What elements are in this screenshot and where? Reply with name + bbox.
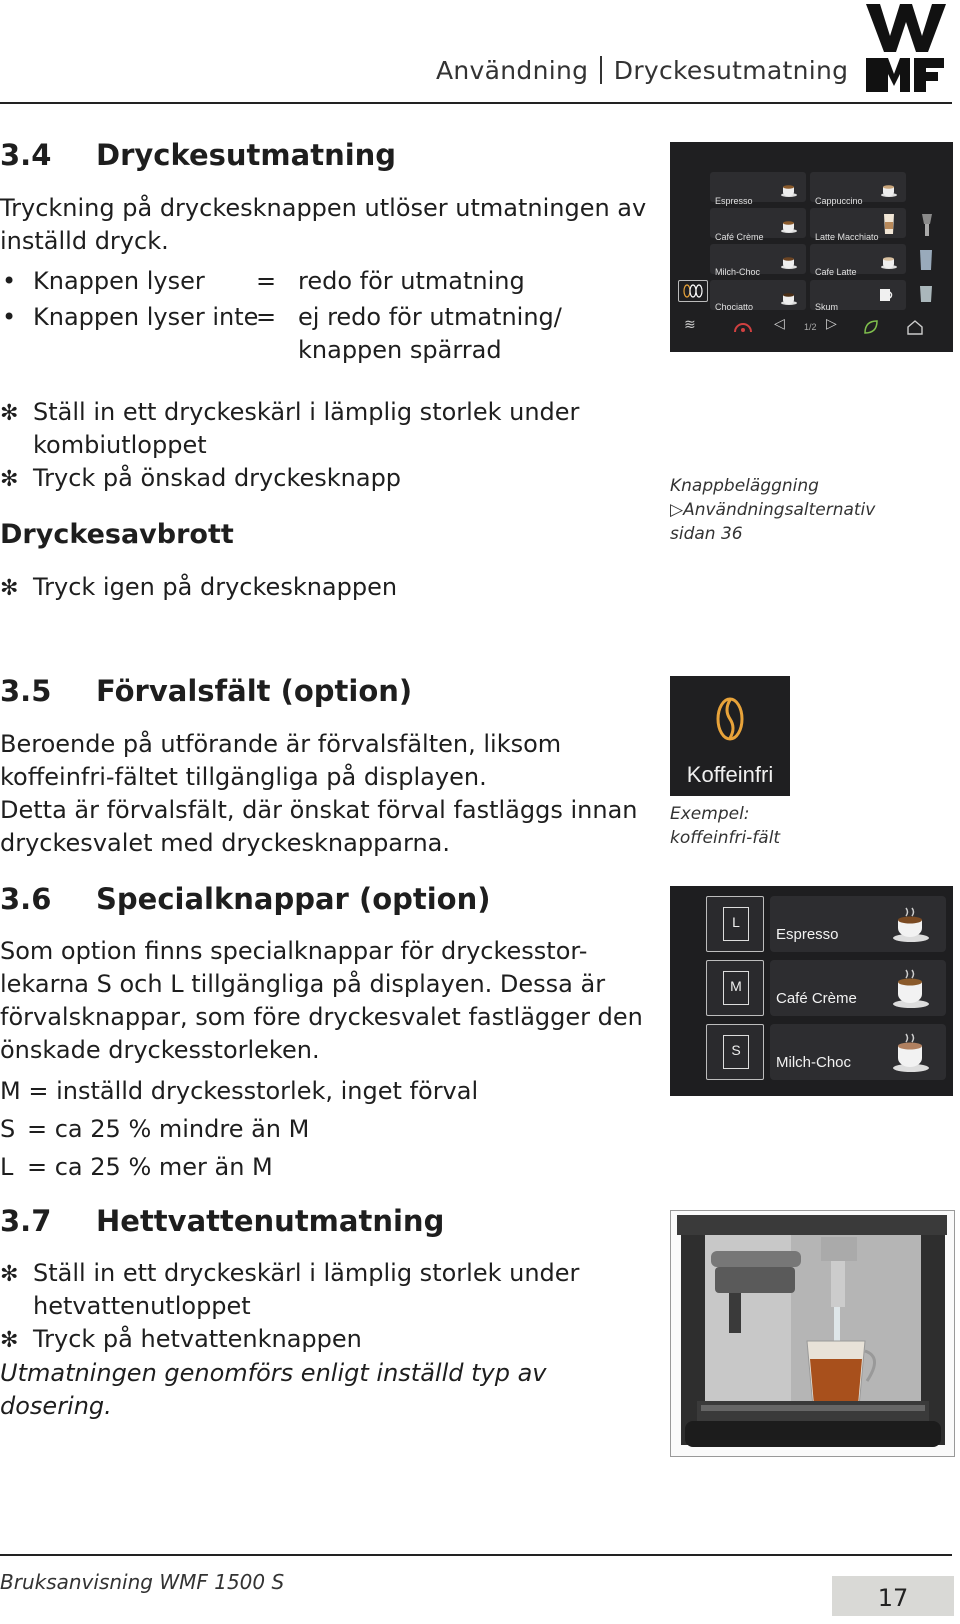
section-number: 3.6 (0, 882, 52, 916)
size-l-button[interactable] (706, 896, 764, 952)
bullet-1-value: redo för utmatning (298, 267, 525, 295)
beans-button[interactable] (678, 280, 708, 302)
header-section: Användning (436, 56, 589, 85)
caption-page-ref: sidan 36 (670, 524, 743, 544)
section-3-4-heading (0, 138, 396, 172)
footer-rule (0, 1554, 952, 1556)
footer-title: Bruksanvisning WMF 1500 S (0, 1570, 285, 1594)
cup-icon (890, 904, 932, 944)
size-m-button[interactable] (706, 960, 764, 1016)
step-1-cont: kombiutloppet (33, 431, 207, 459)
glass-icon (918, 284, 936, 304)
cup-icon (880, 252, 898, 270)
bullet-dot: • (2, 303, 17, 331)
step-star-icon: ✻ (0, 467, 19, 492)
cup-icon (890, 966, 932, 1010)
step-2: ✻ Tryck på önskad dryckesknapp (0, 461, 401, 497)
decaf-preselect-field[interactable] (670, 676, 790, 796)
beverage-label: Skum (815, 302, 839, 312)
section-title: Hettvattenutmatning (96, 1204, 445, 1238)
section-3-5-line-1: Beroende på utförande är förvalsfälten, liksom (0, 730, 562, 758)
step-3: ✻ Tryck igen på dryckesknappen (0, 570, 397, 606)
step-star-icon: ✻ (0, 1262, 19, 1287)
page-indicator: 1/2 (804, 322, 817, 332)
steam-wand-icon (918, 212, 936, 238)
drink-label: Espresso (776, 926, 839, 943)
intro-line-2: inställd dryck. (0, 227, 169, 255)
section-title: Specialknappar (option) (96, 882, 491, 916)
intro-line-1: Tryckning på dryckesknappen utlöser utmatningen av (0, 194, 647, 222)
section-3-6-line-4: önskade dryckesstorleken. (0, 1036, 320, 1064)
bullet-2-value-2: knappen spärrad (298, 336, 502, 364)
header-separator (600, 56, 602, 84)
cup-icon (780, 216, 798, 234)
eco-leaf-icon[interactable] (862, 318, 880, 336)
section-3-6-line-2: lekarna S och L tillgängliga på displayen. Dessa är (0, 970, 606, 998)
bullet-2-value-1: ej redo för utmatning/ (298, 303, 562, 331)
section-number: 3.4 (0, 138, 52, 172)
hot-water-dispensing-illustration (671, 1211, 954, 1456)
size-s-key: S (0, 1115, 16, 1143)
cup-icon (880, 180, 898, 198)
bullet-1-equals: = (256, 267, 277, 295)
beverage-label: Cafe Latte (815, 267, 857, 277)
step-star-icon: ✻ (0, 1328, 19, 1353)
cup-icon (780, 288, 798, 306)
bullet-2-label: Knappen lyser inte (33, 303, 259, 331)
previous-page-icon[interactable]: ◁ (774, 316, 785, 332)
section-3-7-heading (0, 1204, 444, 1238)
cup-icon (780, 252, 798, 270)
size-l-definition: = ca 25 % mer än M (27, 1153, 273, 1181)
bullet-1-label: Knappen lyser (33, 267, 205, 295)
step-star-icon: ✻ (0, 576, 19, 601)
arrow-right-icon: ▷ (670, 500, 684, 520)
display-panel-sizes (670, 886, 953, 1096)
size-l-label: L (723, 907, 749, 941)
cup-icon (890, 1030, 932, 1074)
drink-button-espresso[interactable] (770, 896, 946, 952)
hot-water-step-1-cont: hetvattenutloppet (33, 1292, 251, 1320)
beverage-label: Espresso (715, 196, 753, 206)
section-3-5-line-4: dryckesvalet med dryckesknapparna. (0, 829, 450, 857)
bullet-dot: • (2, 267, 17, 295)
home-icon[interactable] (906, 318, 924, 336)
caption-button-layout: Knappbeläggning (670, 476, 819, 496)
header-rule (0, 102, 952, 104)
drink-button-cafe-creme[interactable] (770, 960, 946, 1016)
caption-decaf-field: koffeinfri-fält (670, 828, 781, 848)
jug-icon (876, 286, 894, 304)
section-number: 3.7 (0, 1204, 52, 1238)
header-title: Dryckesutmatning (613, 56, 849, 85)
glass-icon (918, 248, 934, 272)
drink-label: Milch-Choc (776, 1054, 852, 1071)
coffee-bean-icon (712, 694, 748, 744)
section-3-6-line-1: Som option finns specialknappar för dryckesstor- (0, 937, 588, 965)
bullet-2-equals: = (256, 303, 277, 331)
beverage-label: Chociatto (715, 302, 754, 312)
section-3-5-line-2: koffeinfri-fältet tillgängliga på displayen. (0, 763, 487, 791)
hot-water-note-2: dosering. (0, 1392, 112, 1420)
size-l-key: L (0, 1153, 14, 1181)
size-s-button[interactable] (706, 1024, 764, 1080)
caption-example: Exempel: (670, 804, 750, 824)
hot-water-step-1: ✻ Ställ in ett dryckeskärl i lämplig storlek under (0, 1256, 579, 1292)
wmf-logo (866, 4, 946, 94)
section-3-6-line-3: förvalsknappar, som före dryckesvalet fastlägger den (0, 1003, 643, 1031)
beverage-label: Latte Macchiato (815, 232, 879, 242)
running-header (436, 56, 848, 85)
drink-label: Café Crème (776, 990, 857, 1007)
page-number: 17 (832, 1576, 954, 1616)
coffee-beans-icon (679, 281, 707, 301)
glass-icon (882, 212, 896, 236)
section-3-5-heading (0, 674, 412, 708)
size-s-label: S (723, 1035, 749, 1069)
steam-icon[interactable]: ≋ (684, 317, 696, 333)
section-title: Dryckesutmatning (96, 138, 397, 172)
section-number: 3.5 (0, 674, 52, 708)
hot-water-note-1: Utmatningen genomförs enligt inställd typ av (0, 1359, 547, 1387)
section-title: Förvalsfält (option) (96, 674, 413, 708)
drink-button-milch-choc[interactable] (770, 1024, 946, 1080)
beverage-label: Milch-Choc (715, 267, 761, 277)
size-s-definition: = ca 25 % mindre än M (27, 1115, 310, 1143)
section-3-6-heading (0, 882, 491, 916)
section-3-5-line-3: Detta är förvalsfält, där önskat förval fastläggs innan (0, 796, 638, 824)
size-m-label: M (723, 971, 749, 1005)
step-1: ✻ Ställ in ett dryckeskärl i lämplig storlek under (0, 395, 579, 431)
cup-icon (780, 180, 798, 198)
beverage-label: Café Crème (715, 232, 764, 242)
hot-water-step-2: ✻ Tryck på hetvattenknappen (0, 1322, 362, 1358)
next-page-icon[interactable]: ▷ (826, 316, 837, 332)
display-panel-beverages (670, 142, 953, 352)
size-m-definition: M = inställd dryckesstorlek, inget förval (0, 1077, 479, 1105)
caption-ref: ▷Användningsalternativ (670, 500, 876, 520)
decaf-label: Koffeinfri (686, 762, 774, 787)
beverage-label: Cappuccino (815, 196, 863, 206)
step-star-icon: ✻ (0, 401, 19, 426)
machine-photo (670, 1210, 955, 1457)
rinse-icon[interactable] (732, 318, 754, 336)
subheading-dryckesavbrott: Dryckesavbrott (0, 519, 234, 550)
